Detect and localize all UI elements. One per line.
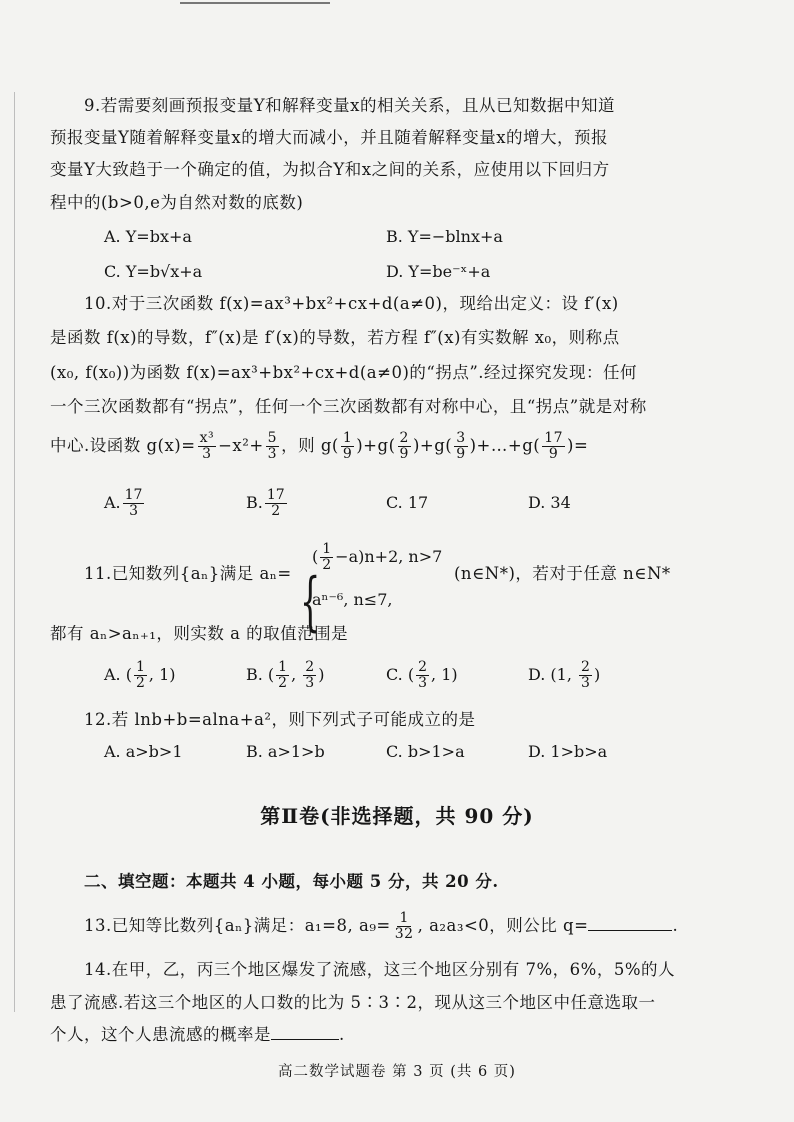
fraction (393, 911, 416, 942)
q13-end: . (672, 916, 679, 935)
option-text: , 1) (148, 665, 176, 684)
q14-line-1: 14.在甲，乙，丙三个地区爆发了流感，这三个地区分别有 7%，6%，5%的人 (84, 960, 676, 979)
q9-line-2: 预报变量Y随着解释变量x的增大而减小，并且随着解释变量x的增大，预报 (50, 128, 609, 147)
q14-line-3 (50, 1025, 345, 1045)
q9-line-3: 变量Y大致趋于一个确定的值，为拟合Y和x之间的关系，应使用以下回归方 (50, 160, 610, 179)
frac-num: 1 (342, 430, 353, 446)
frac-num: 2 (305, 659, 315, 675)
q10-text-a: 中心.设函数 g(x)= (50, 436, 196, 455)
q10-line-4: 一个三次函数都有“拐点”，任何一个三次函数都有对称中心，且“拐点”就是对称 (50, 397, 647, 416)
q10-text-f: )+…+g( (469, 436, 541, 455)
frac-num: 17 (544, 430, 564, 446)
option-letter: A. (104, 493, 121, 512)
frac-num: 17 (124, 487, 143, 503)
q10-line-2: 是函数 f(x)的导数，f″(x)是 f′(x)的导数，若方程 f″(x)有实数解 x₀，则称点 (50, 328, 620, 347)
q10-text-b: −x²+ (218, 436, 264, 455)
option-text: B. ( (246, 665, 275, 684)
q12-option-b: B. a>1>b (246, 742, 325, 761)
q11-option-b (246, 658, 324, 692)
frac-den: 9 (342, 446, 353, 462)
fraction (134, 660, 147, 691)
option-text: A. ( (104, 665, 132, 684)
frac-num: 1 (399, 910, 409, 926)
fraction (276, 660, 289, 691)
frac-den: 3 (129, 503, 139, 519)
q12-option-a: A. a>b>1 (104, 742, 183, 761)
frac-den: 9 (548, 446, 559, 462)
frac-den: 2 (271, 503, 281, 519)
scan-top-mark (180, 2, 330, 4)
fraction (454, 431, 467, 462)
q14-text: 个人，这个人患流感的概率是 (50, 1025, 271, 1044)
answer-blank[interactable] (588, 930, 672, 931)
q13-text-a: 13.已知等比数列{aₙ}满足：a₁=8, a₉= (84, 916, 391, 935)
q10-line-1: 10.对于三次函数 f(x)=ax³+bx²+cx+d(a≠0)，现给出定义：设 f′(x) (84, 294, 619, 313)
q12-stem: 12.若 lnb+b=alna+a²，则下列式子可能成立的是 (84, 710, 476, 729)
q11-line-2: 都有 aₙ>aₙ₊₁，则实数 a 的取值范围是 (50, 624, 349, 643)
answer-blank[interactable] (271, 1039, 339, 1040)
frac-den: 2 (322, 557, 332, 573)
frac-den: 3 (267, 446, 278, 462)
option-text: , (291, 665, 302, 684)
frac-num: 3 (456, 430, 466, 446)
fraction (123, 488, 145, 519)
q12-option-d: D. 1>b>a (528, 742, 608, 761)
option-text: , 1) (431, 665, 458, 684)
scan-left-edge (14, 92, 15, 1012)
q9-option-b: B. Y=−blnx+a (386, 227, 503, 246)
option-text: D. (1, (528, 665, 578, 684)
q11-condition: (n∈N*)，若对于任意 n∈N* (454, 564, 671, 583)
q9-option-c: C. Y=b√x+a (104, 262, 203, 281)
fraction (398, 431, 411, 462)
q11-option-c (386, 658, 458, 692)
frac-num: 2 (581, 659, 590, 675)
q12-option-c: C. b>1>a (386, 742, 465, 761)
q9-option-a: A. Y=bx+a (104, 227, 192, 246)
fraction (416, 660, 429, 691)
frac-den: 3 (418, 675, 428, 691)
q11-case-2: aⁿ⁻⁶, n≤7, (312, 590, 393, 609)
q9-line-1: 9.若需要刻画预报变量Y和解释变量x的相关关系，且从已知数据中知道 (84, 96, 615, 115)
q10-text-c: ，则 g( (281, 436, 339, 455)
frac-den: 3 (305, 675, 315, 691)
frac-num: 1 (322, 541, 332, 557)
section-title: 第Ⅱ卷(非选择题，共 90 分) (260, 804, 534, 828)
q11-option-d (528, 658, 600, 692)
case-text: ( (312, 547, 319, 566)
frac-den: 9 (456, 446, 466, 462)
q11-case-1 (312, 540, 442, 574)
q10-option-c: C. 17 (386, 493, 429, 512)
fraction (320, 542, 333, 573)
q10-option-d: D. 34 (528, 493, 571, 512)
part-two-heading: 二、填空题：本题共 4 小题，每小题 5 分，共 20 分. (84, 872, 499, 891)
fraction (303, 660, 316, 691)
fraction (265, 488, 287, 519)
q11-stem: 11.已知数列{aₙ}满足 aₙ= (84, 564, 292, 583)
q13-line (84, 908, 678, 944)
q10-text-d: )+g( (356, 436, 396, 455)
frac-den: 2 (135, 675, 145, 691)
option-letter: B. (246, 493, 263, 512)
page-footer: 高二数学试题卷 第 3 页 (共 6 页) (278, 1064, 516, 1080)
piecewise-brace: { (300, 565, 321, 639)
frac-num: 17 (266, 487, 285, 503)
fraction (542, 431, 565, 462)
fraction (266, 431, 279, 462)
q13-text-b: , a₂a₃<0，则公比 q= (417, 916, 589, 935)
frac-num: x³ (199, 430, 215, 446)
frac-den: 3 (202, 446, 212, 462)
case-text: −a)n+2, n>7 (335, 547, 443, 566)
option-text: ) (593, 665, 601, 684)
q11-option-a (104, 658, 175, 692)
q9-line-4: 程中的(b>0,e为自然对数的底数) (50, 193, 304, 212)
fraction (341, 431, 354, 462)
q10-line-3: (x₀, f(x₀))为函数 f(x)=ax³+bx²+cx+d(a≠0)的“拐点”.经过探究发现：任何 (50, 363, 638, 382)
q10-option-b (246, 486, 289, 520)
frac-den: 32 (394, 926, 414, 942)
option-text: ) (318, 665, 325, 684)
q9-option-d: D. Y=be⁻ˣ+a (386, 262, 491, 281)
option-text: C. ( (386, 665, 415, 684)
q10-text-g: )= (567, 436, 589, 455)
q14-line-2: 患了流感.若这三个地区的人口数的比为 5∶3∶2，现从这三个地区中任意选取一 (50, 993, 656, 1012)
frac-num: 5 (267, 430, 278, 446)
fraction (198, 431, 217, 462)
q10-text-e: )+g( (412, 436, 453, 455)
frac-den: 2 (278, 675, 288, 691)
fraction (579, 660, 592, 691)
frac-num: 2 (418, 659, 428, 675)
frac-num: 1 (135, 659, 145, 675)
frac-num: 2 (399, 430, 409, 446)
q10-option-a (104, 486, 146, 520)
frac-num: 1 (278, 659, 288, 675)
frac-den: 3 (581, 675, 590, 691)
q10-line-5 (50, 428, 588, 464)
frac-den: 9 (399, 446, 409, 462)
q14-end: . (339, 1025, 345, 1044)
